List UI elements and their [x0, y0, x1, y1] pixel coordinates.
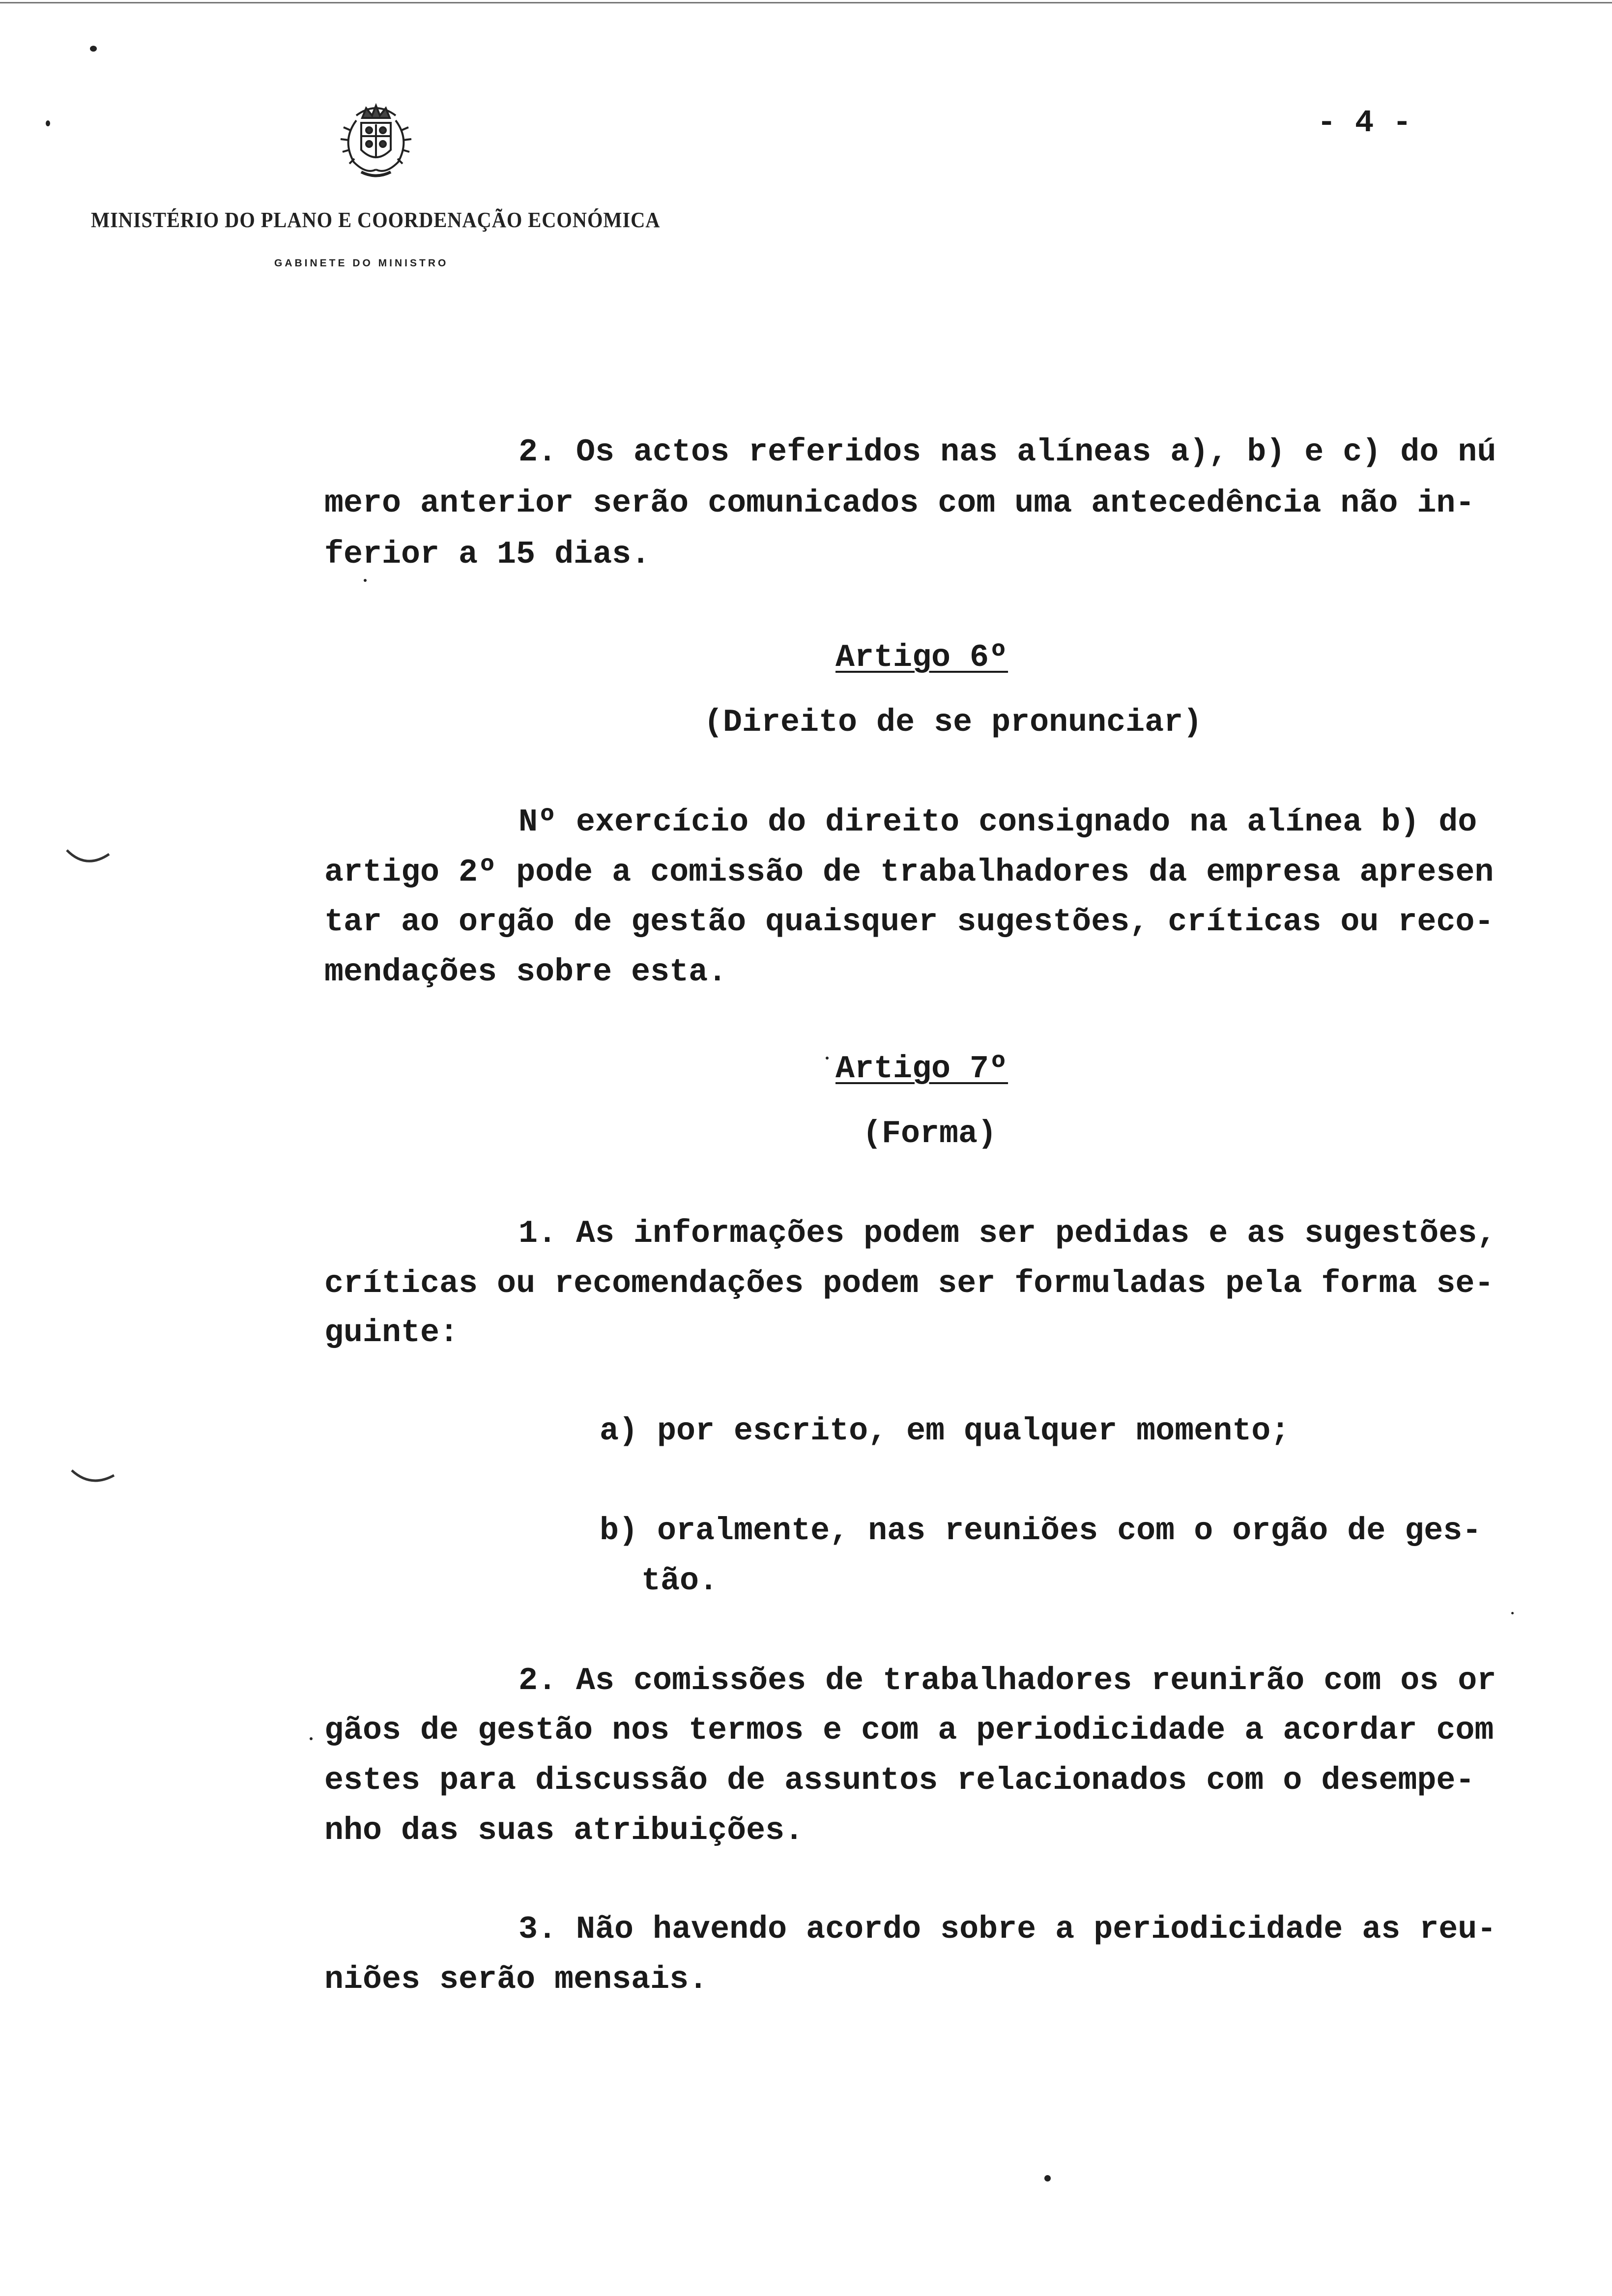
paragraph-line: nho das suas atribuições.: [324, 1812, 804, 1849]
paragraph-line: críticas ou recomendações podem ser formuladas pela forma se-: [324, 1265, 1494, 1302]
scan-speck: [1511, 1612, 1514, 1614]
scan-speck: [46, 120, 50, 126]
article-6-title: Artigo 6º: [835, 639, 1008, 676]
paragraph-line: 2. Os actos referidos nas alíneas a), b) e c) do nú: [518, 434, 1497, 470]
article-6-subtitle: (Direito de se pronunciar): [704, 704, 1203, 741]
list-item-b: b) oralmente, nas reuniões com o orgão de ges-: [600, 1513, 1482, 1549]
page-top-edge: [0, 2, 1612, 3]
paragraph-line: ferior a 15 dias.: [324, 536, 651, 573]
cabinet-name: GABINETE DO MINISTRO: [274, 258, 449, 269]
article-7-subtitle: (Forma): [863, 1116, 997, 1152]
paragraph-line: guinte:: [324, 1315, 459, 1351]
paragraph-line: 3. Não havendo acordo sobre a periodicidade as reu-: [518, 1911, 1497, 1948]
paragraph-line: mero anterior serão comunicados com uma antecedência não in-: [324, 485, 1475, 521]
scan-speck: [1044, 2175, 1051, 2181]
scan-speck: [310, 1737, 313, 1740]
punch-hole-mark: [64, 845, 113, 875]
paragraph-line: niões serão mensais.: [324, 1961, 708, 1998]
paragraph-line: gãos de gestão nos termos e com a periodicidade a acordar com: [324, 1712, 1494, 1749]
paragraph-line: 2. As comissões de trabalhadores reunirão com os or: [518, 1663, 1497, 1699]
paragraph-line: mendações sobre esta.: [324, 954, 727, 990]
scan-speck: [826, 1057, 829, 1060]
list-item-b-continuation: tão.: [641, 1563, 719, 1599]
punch-hole-mark: [69, 1464, 118, 1494]
article-7-title: Artigo 7º: [835, 1051, 1008, 1087]
paragraph-line: estes para discussão de assuntos relacionados com o desempe-: [324, 1762, 1475, 1799]
scan-speck: [364, 579, 367, 582]
coat-of-arms-icon: [327, 101, 425, 182]
page-number: - 4 -: [1317, 106, 1412, 141]
paragraph-line: tar ao orgão de gestão quaisquer sugestões, críticas ou reco-: [324, 904, 1494, 940]
scan-speck: [90, 46, 97, 52]
list-item-a: a) por escrito, em qualquer momento;: [600, 1413, 1290, 1449]
paragraph-line: 1. As informações podem ser pedidas e as sugestões,: [518, 1215, 1497, 1252]
paragraph-line: artigo 2º pode a comissão de trabalhadores da empresa apresen: [324, 854, 1494, 890]
ministry-name: MINISTÉRIO DO PLANO E COORDENAÇÃO ECONÓMICA: [91, 208, 661, 232]
paragraph-line: Nº exercício do direito consignado na alínea b) do: [518, 804, 1477, 840]
